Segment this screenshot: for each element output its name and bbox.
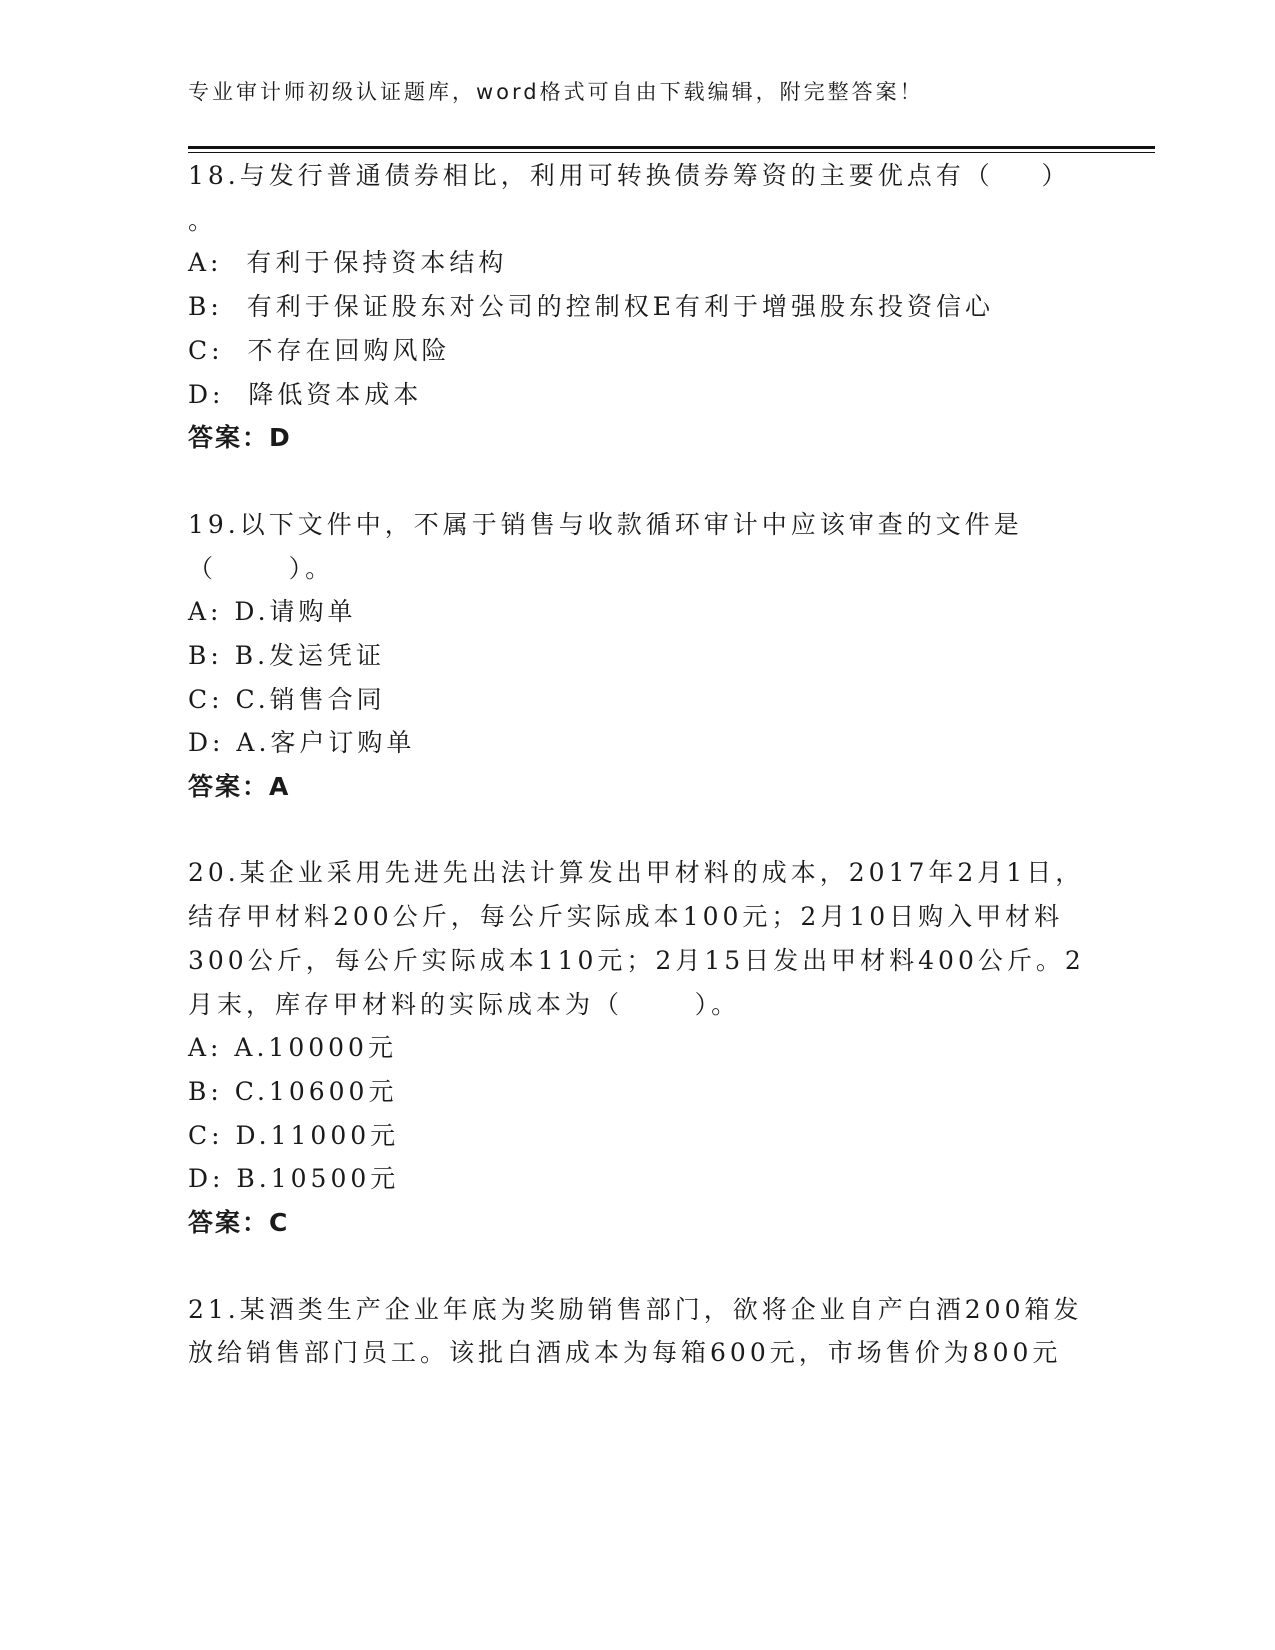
q19-option-b: B: B.发运凭证	[188, 641, 386, 670]
q20-option-c: C: D.11000元	[188, 1121, 400, 1150]
q18-stem-line2: 。	[188, 206, 218, 235]
q20-stem-line2: 结存甲材料200公斤，每公斤实际成本100元；2月10日购入甲材料	[188, 902, 1064, 931]
q19-stem-line2: （ ）。	[188, 554, 335, 583]
q18-option-d: D: 降低资本成本	[188, 380, 423, 409]
q18-answer: 答案：D	[188, 423, 292, 452]
q18-option-a: A: 有利于保持资本结构	[188, 248, 508, 277]
page-header: 专业审计师初级认证题库，word格式可自由下载编辑，附完整答案！	[188, 80, 924, 104]
header-rule-thin	[188, 152, 1155, 153]
q19-option-a: A: D.请购单	[188, 597, 357, 626]
q21-stem-line1: 21.某酒类生产企业年底为奖励销售部门，欲将企业自产白酒200箱发	[188, 1295, 1083, 1324]
q19-option-c: C: C.销售合同	[188, 685, 386, 714]
q21-stem-line2: 放给销售部门员工。该批白酒成本为每箱600元，市场售价为800元	[188, 1338, 1062, 1367]
q20-option-d: D: B.10500元	[188, 1164, 400, 1193]
q20-stem-line3: 300公斤，每公斤实际成本110元；2月15日发出甲材料400公斤。2	[188, 946, 1085, 975]
q20-option-a: A: A.10000元	[188, 1033, 397, 1062]
q18-stem-line1: 18.与发行普通债券相比，利用可转换债券筹资的主要优点有（ ）	[188, 161, 1071, 190]
q19-stem-line1: 19.以下文件中，不属于销售与收款循环审计中应该审查的文件是	[188, 510, 1023, 539]
q18-option-c: C: 不存在回购风险	[188, 336, 451, 365]
header-rule-thick	[188, 146, 1155, 149]
q19-answer: 答案：A	[188, 772, 291, 801]
q19-option-d: D: A.客户订购单	[188, 728, 416, 757]
q20-option-b: B: C.10600元	[188, 1077, 398, 1106]
q20-stem-line1: 20.某企业采用先进先出法计算发出甲材料的成本，2017年2月1日，	[188, 858, 1085, 887]
q20-answer: 答案：C	[188, 1208, 290, 1237]
q18-option-b: B: 有利于保证股东对公司的控制权E有利于增强股东投资信心	[188, 292, 994, 321]
q20-stem-line4: 月末，库存甲材料的实际成本为（ ）。	[188, 990, 741, 1019]
